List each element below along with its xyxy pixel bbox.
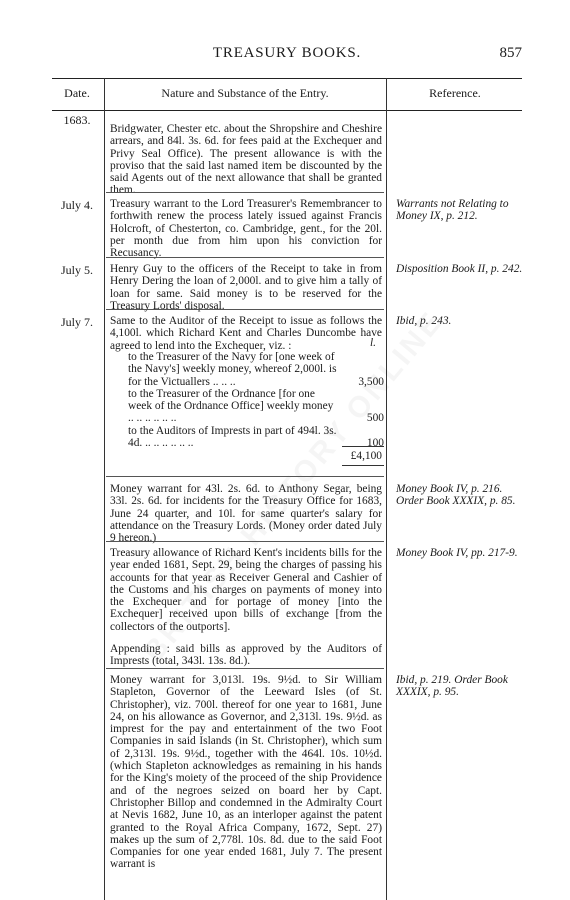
page-header	[52, 45, 522, 65]
entry-reference: Money Book IV, pp. 217-9.	[396, 547, 518, 559]
allocation-item-text: to the Auditors of Imprests in part of 494l. 3s. 4d. .. .. .. .. .. ..	[128, 424, 337, 450]
table-top-rule	[52, 78, 522, 79]
entry-separator	[106, 257, 384, 258]
running-title: TREASURY BOOKS.	[212, 45, 362, 61]
column-header-date: Date.	[64, 86, 90, 100]
entry-text: Treasury warrant to the Lord Treasurer's Remembrancer to forthwith renew the process lately issued against Francis Holcroft, of Chesterton, co. Cambridge, gent., for the 20l. per month due from him upon his conviction for Recusancy.	[110, 198, 382, 260]
allocation-item	[128, 351, 386, 388]
entry-date: July 5.	[60, 263, 93, 277]
entry-date: July 4.	[60, 198, 93, 212]
allocation-total: £4,100	[350, 450, 382, 462]
allocation-amount: 100	[366, 437, 384, 450]
entry-text: Henry Guy to the officers of the Receipt to take in from Henry Dering the loan of 2,000l. and to give him a tally of loan for same. Said money is to be reserved for the Treasury Lords' disposal.	[110, 263, 382, 312]
allocation-item-text: to the Treasurer of the Navy for [one week of the Navy's] weekly money, whereof 2,000l. is for the Victuallers .. .. ..	[128, 351, 337, 388]
entry-appending: Appending : said bills as approved by the Auditors of Imprests (total, 343l. 13s. 8d.).	[110, 643, 382, 668]
column-divider-reference	[386, 78, 387, 900]
column-header-entry: Nature and Substance of the Entry.	[161, 86, 329, 100]
entry-separator	[106, 541, 384, 542]
entry-text: Same to the Auditor of the Receipt to issue as follows the 4,100l. which Richard Kent and Charles Duncombe have agreed to lend into the Exchequer, viz. :	[110, 315, 382, 352]
entry-reference: Ibid, p. 219. Order Book XXXIX, p. 95.	[396, 674, 508, 699]
entry-separator	[106, 192, 384, 193]
total-rule	[342, 446, 384, 447]
header-bottom-rule	[52, 110, 522, 111]
allocation-list	[128, 351, 386, 449]
pounds-column-heading: l.	[370, 337, 377, 349]
allocation-amount: 500	[366, 412, 384, 425]
column-header-reference: Reference.	[429, 86, 481, 100]
entry-date: July 7.	[60, 315, 93, 329]
page-number: 857	[499, 45, 522, 61]
entry-reference: Warrants not Relating to Money IX, p. 212.	[396, 198, 509, 223]
entry-separator	[106, 476, 384, 477]
allocation-item	[128, 388, 386, 425]
entry-reference: Ibid, p. 243.	[396, 315, 452, 327]
allocation-amount: 3,500	[358, 375, 384, 388]
total-double-rule	[342, 465, 384, 466]
entry-separator	[106, 309, 384, 310]
entry-text: Treasury allowance of Richard Kent's incidents bills for the year ended 1681, Sept. 29, being the charges of passing his accounts for that year as Receiver General and Cashier of the Customs and his charges on payments of money into the Exchequer and for portage of money [into the Exchequer] received upon bills of exchange [from the collectors of the outports].	[110, 547, 382, 633]
entry-text: Money warrant for 3,013l. 19s. 9½d. to Sir William Stapleton, Governor of the Leeward Isles (of St. Christopher), viz. 700l. thereof for one year to 1681, June 24, on his allowance as Governor, and 2,313l. 19s. 9½d. as imprest for the pay and entertainment of the two Foot Companies in said Islands (in St. Christopher), which sum of 2,313l. 19s. 9½d., together with the 464l. 10s. 10½d. (which Stapleton acknowledges as remaining in his hands for the King's moiety of the proceed of the ship Providence and of the negroes seized on board her by Capt. Christopher Billop and condemned in the Admiralty Court at Nevis 1682, June 10, as an interloper against the patent granted to the Royal Africa Company, 1672, Sept. 27) makes up the sum of 2,778l. 10s. 8d. due to the said Foot Companies for one year ended 1681, July 7. The present warrant is	[110, 674, 382, 871]
column-divider-date	[104, 78, 105, 900]
entry-reference: Disposition Book II, p. 242.	[396, 263, 523, 275]
entry-reference: Money Book IV, p. 216. Order Book XXXIX, p. 85.	[396, 483, 516, 508]
entry-text: Money warrant for 43l. 2s. 6d. to Anthony Segar, being 33l. 2s. 6d. for incidents for the Treasury Office for 1683, June 24 quarter, and 10l. for same quarter's salary for attendance on the Treasury Lords. (Money order dated July 9 hereon.)	[110, 483, 382, 545]
entry-continuation: Bridgwater, Chester etc. about the Shropshire and Cheshire arrears, and 84l. 3s. 6d. for fees paid at the Exchequer and Privy Seal Office). The present allowance is with the proviso that the said last named item be discounted by the said Agents out of the next allowance that shall be granted them.	[110, 123, 382, 197]
year-label: 1683.	[63, 113, 91, 127]
entry-separator	[106, 668, 384, 669]
allocation-item-text: to the Treasurer of the Ordnance [for one week of the Ordnance Office] weekly money .. .. .. .. .. ..	[128, 387, 334, 425]
